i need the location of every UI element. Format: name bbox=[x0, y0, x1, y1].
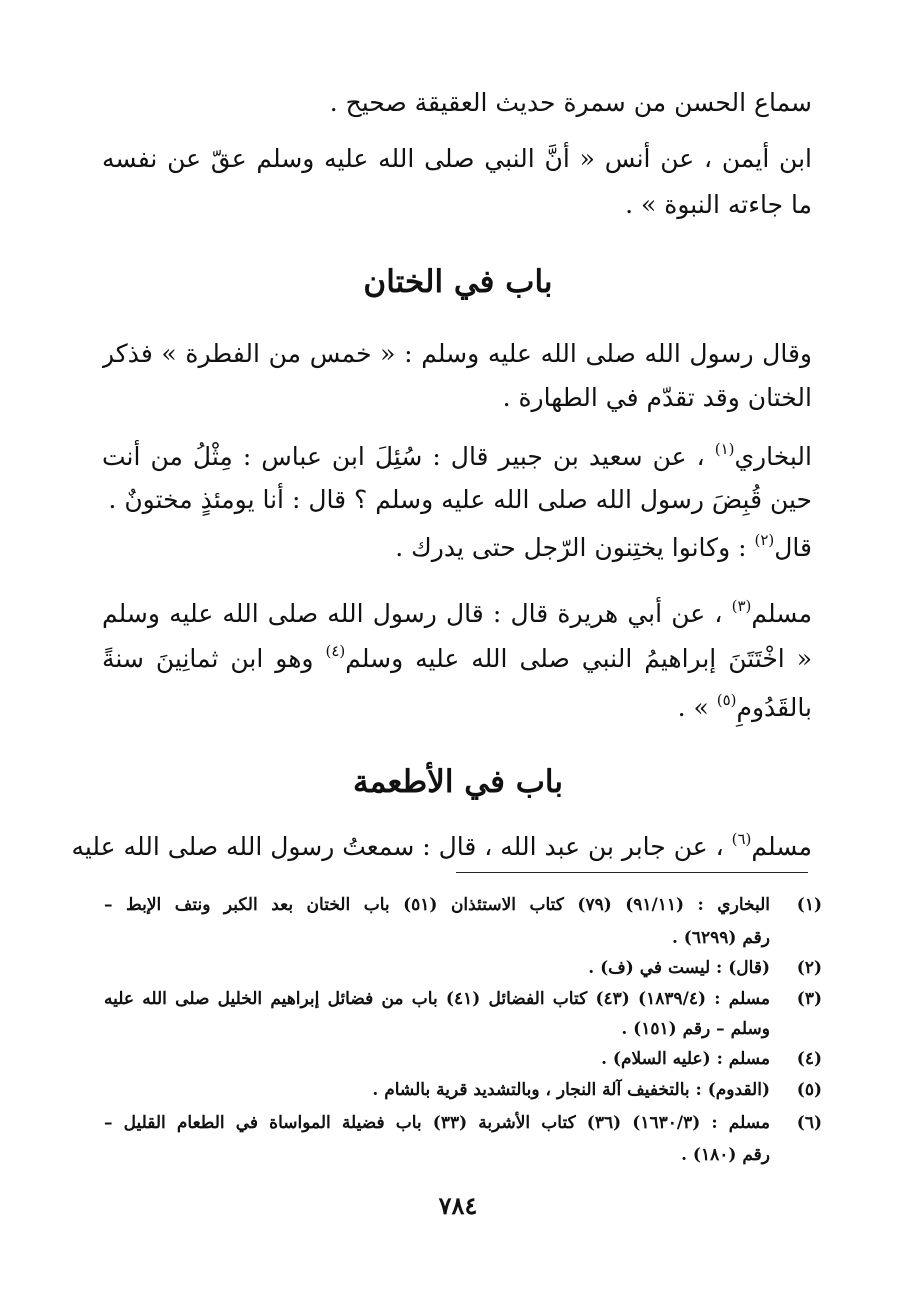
footnote-number: (٤) bbox=[796, 1049, 822, 1069]
paragraph-line: ما جاءته النبوة » . bbox=[625, 190, 812, 219]
footnote-line: مسلم : (١٦٣٠/٣) (٣٦) كتاب الأشربة (٣٣) باب فضيلة المواساة في الطعام القليل – bbox=[104, 1113, 770, 1133]
section-heading-circumcision: باب في الختان bbox=[363, 264, 553, 300]
footnote-line: مسلم : (عليه السلام) . bbox=[601, 1049, 770, 1069]
footnote-line: (القدوم) : بالتخفيف آلة النجار ، وبالتشديد قرية بالشام . bbox=[372, 1080, 770, 1100]
line-text: قال bbox=[774, 533, 812, 562]
source-name: مسلم bbox=[751, 599, 812, 628]
footnote-ref: (٣) bbox=[731, 597, 752, 615]
footnote-ref: (٦) bbox=[731, 830, 752, 848]
paragraph-line: الختان وقد تقدّم في الطهارة . bbox=[502, 383, 812, 412]
footnote-ref: (١) bbox=[714, 440, 735, 458]
line-text: ، عن أبي هريرة قال : قال رسول الله صلى الله عليه وسلم bbox=[102, 599, 723, 628]
footnote-ref: (٤) bbox=[325, 642, 346, 660]
footnote-ref: (٥) bbox=[716, 691, 737, 709]
line-text: ، عن جابر بن عبد الله ، قال : سمعتُ رسول الله صلى الله عليه bbox=[71, 832, 732, 861]
footnote-line: البخاري : (٩١/١١) (٧٩) كتاب الاستئذان (٥١) باب الختان بعد الكبر ونتف الإبط – bbox=[104, 895, 770, 915]
paragraph-line bbox=[678, 691, 812, 725]
paragraph-line: وقال رسول الله صلى الله عليه وسلم : « خمس من الفطرة » فذكر bbox=[102, 339, 812, 368]
footnote-ref: (٢) bbox=[754, 531, 775, 549]
line-text: بالقَدُومِ bbox=[736, 693, 812, 722]
footnote-line: رقم (١٨٠) . bbox=[681, 1145, 770, 1165]
paragraph-line: ابن أيمن ، عن أنس « أنَّ النبي صلى الله عليه وسلم عقّ عن نفسه bbox=[102, 144, 812, 173]
paragraph-line: سماع الحسن من سمرة حديث العقيقة صحيح . bbox=[329, 88, 812, 117]
line-text: » . bbox=[677, 693, 717, 722]
line-text: : وكانوا يختِنون الرّجل حتى يدرك . bbox=[395, 533, 755, 562]
footnote-number: (٣) bbox=[796, 989, 822, 1009]
paragraph-line bbox=[102, 440, 812, 474]
paragraph-line: حين قُبِضَ رسول الله صلى الله عليه وسلم ؟ قال : أنا يومئذٍ مختونٌ . bbox=[108, 485, 812, 514]
footnote-line: وسلم – رقم (١٥١) . bbox=[621, 1019, 770, 1039]
footnote-line: (قال) : ليست في (ف) . bbox=[588, 958, 770, 978]
footnote-number: (١) bbox=[796, 895, 822, 915]
footnote-line: رقم (٦٢٩٩) . bbox=[671, 928, 770, 948]
paragraph-line bbox=[102, 642, 812, 676]
paragraph-line bbox=[71, 830, 812, 864]
footnote-number: (٢) bbox=[796, 958, 822, 978]
footnote-separator bbox=[456, 872, 808, 873]
line-text: ، عن سعيد بن جبير قال : سُئِلَ ابن عباس : مِثْلُ من أنت bbox=[102, 442, 715, 471]
paragraph-line bbox=[102, 597, 812, 631]
source-name: البخاري bbox=[734, 442, 812, 471]
line-text: « اخْتَتَنَ إبراهيمُ النبي صلى الله عليه وسلم bbox=[345, 644, 812, 673]
section-heading-foods: باب في الأطعمة bbox=[353, 764, 563, 800]
footnote-number: (٥) bbox=[796, 1080, 822, 1100]
source-name: مسلم bbox=[751, 832, 812, 861]
footnote-line: مسلم : (١٨٣٩/٤) (٤٣) كتاب الفضائل (٤١) باب من فضائل إبراهيم الخليل صلى الله عليه bbox=[104, 989, 770, 1009]
page-number: ٧٨٤ bbox=[438, 1191, 478, 1220]
footnote-number: (٦) bbox=[796, 1113, 822, 1133]
paragraph-line bbox=[395, 531, 812, 565]
line-text: وهو ابن ثمانِينَ سنةً bbox=[102, 644, 326, 673]
